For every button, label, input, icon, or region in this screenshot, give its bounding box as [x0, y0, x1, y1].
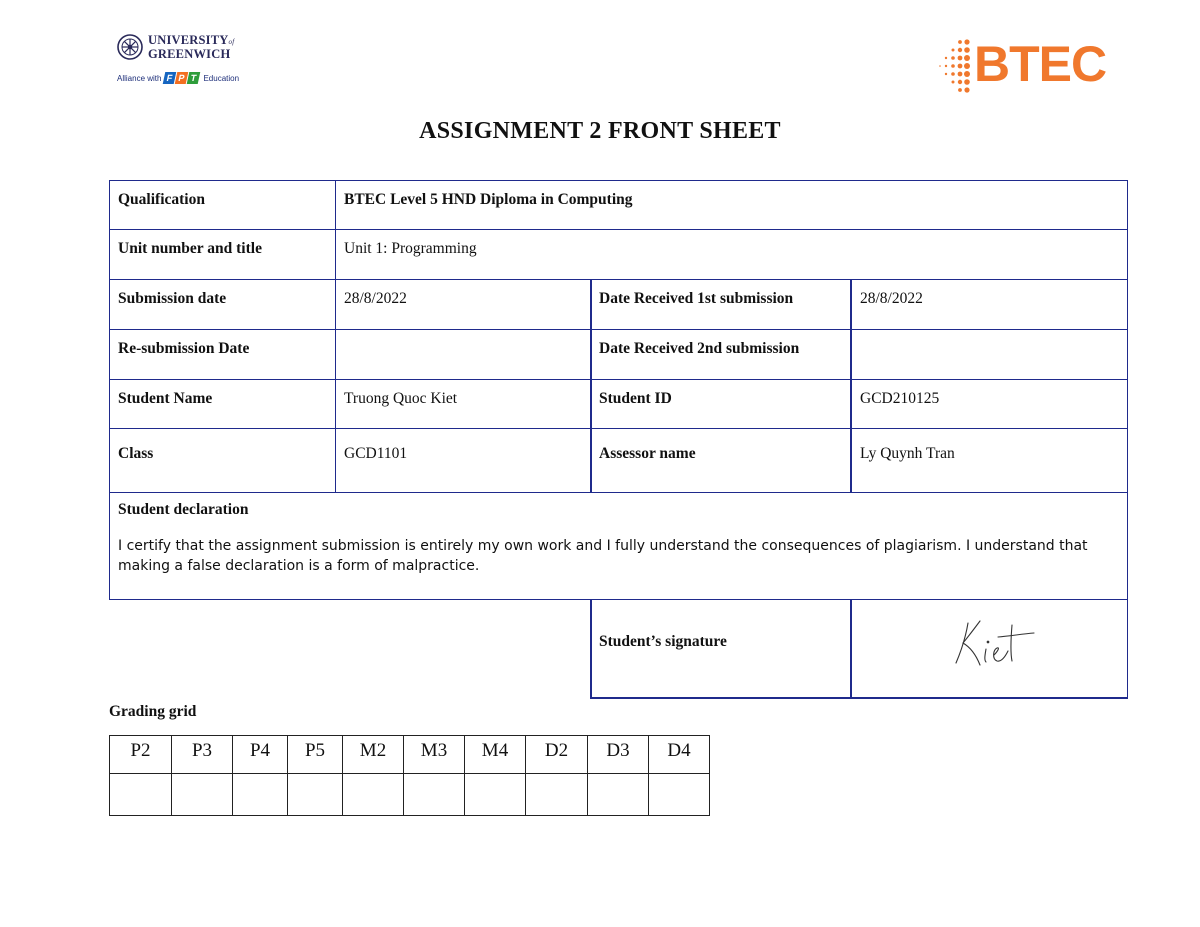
submission-date-label: Submission date [118, 290, 227, 307]
grade-criterion: M3 [404, 736, 465, 774]
grade-criterion: M2 [343, 736, 404, 774]
resubmission-label: Re-submission Date [118, 340, 250, 357]
signature-label: Student’s signature [599, 633, 727, 650]
student-name-label: Student Name [118, 390, 213, 407]
fpt-logo: F P T [164, 72, 200, 84]
declaration-text: I certify that the assignment submission is entirely my own work and I fully understand the consequences of plagiarism. I understand that making a false declaration is a form of malpractice. [118, 538, 1088, 574]
grade-value-cell [649, 774, 710, 816]
assessor-value: Ly Quynh Tran [860, 445, 955, 462]
submission-date-value: 28/8/2022 [344, 290, 407, 307]
grade-value-cell [404, 774, 465, 816]
resubmission-value [336, 329, 590, 340]
grade-value-cell [588, 774, 649, 816]
grading-values-row [110, 774, 710, 816]
university-of-greenwich-logo [117, 34, 247, 96]
university-name: UNIVERSITYof GREENWICH [148, 33, 235, 61]
grade-criterion: D3 [588, 736, 649, 774]
grade-value-cell [526, 774, 588, 816]
grade-value-cell [288, 774, 343, 816]
grade-value-cell [233, 774, 288, 816]
btec-dots-icon [936, 34, 976, 94]
declaration-heading: Student declaration [118, 501, 249, 518]
grade-value-cell [465, 774, 526, 816]
assessor-label: Assessor name [599, 445, 696, 462]
grade-criterion: P3 [172, 736, 233, 774]
grade-criterion: D4 [649, 736, 710, 774]
grade-value-cell [110, 774, 172, 816]
received-2nd-label: Date Received 2nd submission [599, 340, 800, 357]
page-title: ASSIGNMENT 2 FRONT SHEET [419, 118, 781, 144]
received-2nd-value [852, 329, 1126, 340]
grading-criteria-row [110, 736, 710, 774]
received-1st-value: 28/8/2022 [860, 290, 923, 307]
grade-value-cell [172, 774, 233, 816]
student-name-value: Truong Quoc Kiet [344, 390, 458, 407]
student-id-value: GCD210125 [860, 390, 940, 407]
student-signature [950, 615, 1040, 671]
btec-logo [936, 34, 1120, 94]
unit-label: Unit number and title [118, 240, 262, 257]
grading-grid-title: Grading grid [109, 703, 197, 720]
unit-value: Unit 1: Programming [344, 240, 477, 257]
grading-grid [109, 735, 710, 816]
qualification-label: Qualification [118, 191, 205, 208]
qualification-value: BTEC Level 5 HND Diploma in Computing [344, 191, 633, 208]
grade-criterion: M4 [465, 736, 526, 774]
class-value: GCD1101 [344, 445, 408, 462]
grade-value-cell [343, 774, 404, 816]
grade-criterion: P4 [233, 736, 288, 774]
received-1st-label: Date Received 1st submission [599, 290, 794, 307]
class-label: Class [118, 445, 154, 462]
btec-wordmark: BTEC [974, 36, 1107, 92]
grade-criterion: D2 [526, 736, 588, 774]
fpt-alliance-line: Alliance with F P T Education [117, 73, 240, 83]
grade-criterion: P5 [288, 736, 343, 774]
student-id-label: Student ID [599, 390, 672, 407]
grade-criterion: P2 [110, 736, 172, 774]
university-seal-icon [117, 34, 143, 60]
